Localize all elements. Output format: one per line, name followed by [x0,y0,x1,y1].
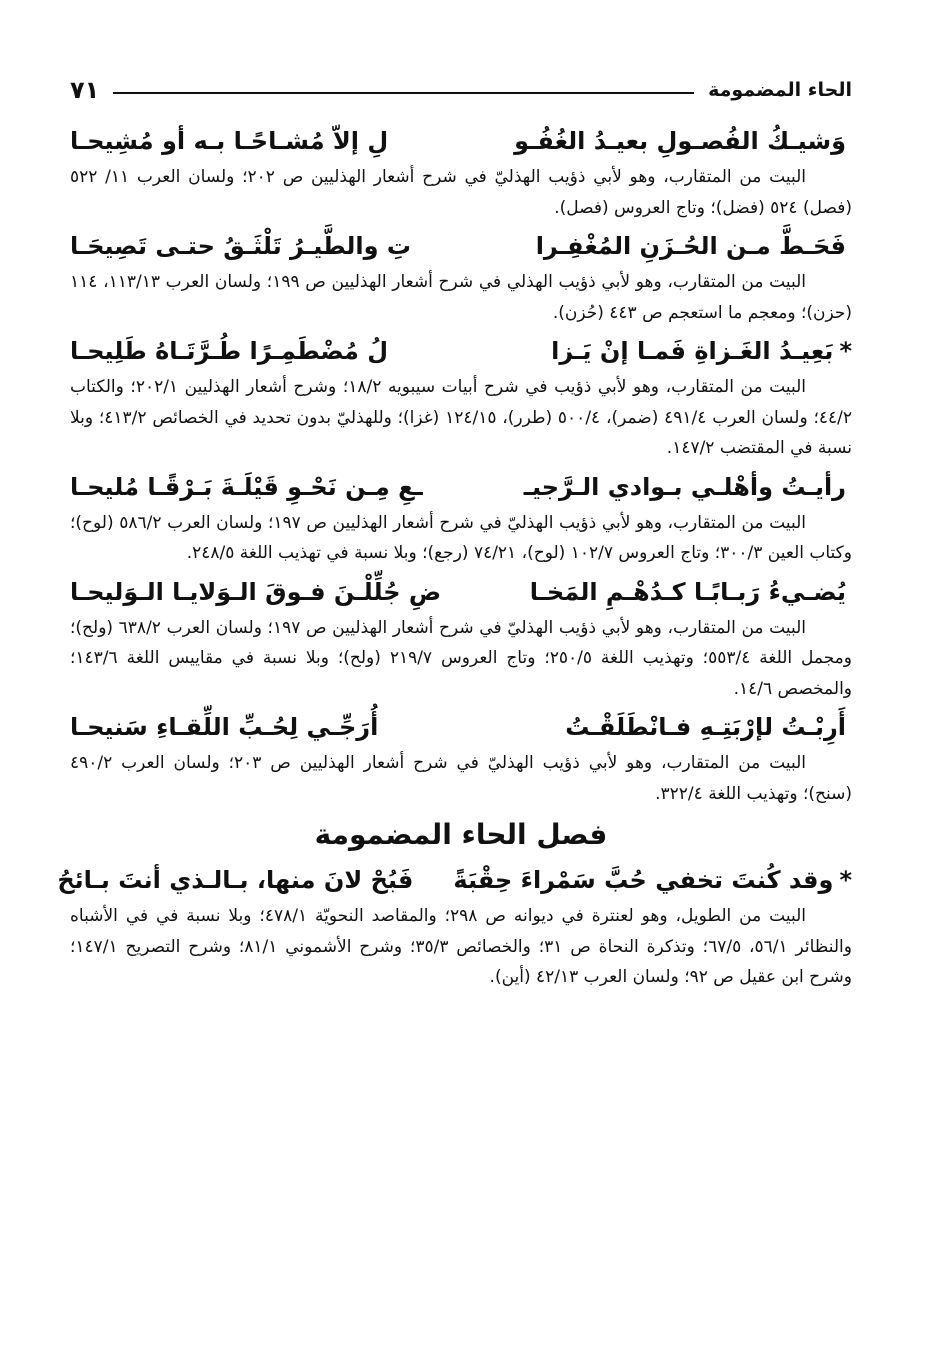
entry-2 [70,229,852,328]
verse-second-hemistich: لُ مُضْطَمِـرًا طُـرَّتَـاهُ طَلِيحـا [70,337,389,365]
verse-first-hemistich [551,334,852,368]
verse-note: البيت من المتقارب، وهو لأبي ذؤيب الهذليّ في شرح أشعار الهذليين ص ١٩٧؛ ولسان العرب ٥٨٦/٢ (لوح)؛ وكتاب العين ٣٠٠/٣؛ وتاج العروس ١٠٢/٧ (لوح)، ٧٤/٢١ (رجع)؛ وبلا نسبة في تهذيب اللغة ٢٤٨/٥. [70,512,852,563]
verse [70,470,852,508]
verse-second-hemistich: فَبُحْ لانَ منها، بـالـذي أنتَ بـائحُ [57,866,414,894]
hemistich-text: أَرِبْـتُ لإرْبَتِـهِ فـانْطَلَقْـتُ [565,713,846,741]
verse-note: البيت من المتقارب، وهو لأبي ذؤيب في شرح أبيات سيبويه ١٨/٢؛ وشرح أشعار الهذليين ٢٠٢/١؛ والكتاب ٤٤/٢؛ ولسان العرب ٤٩١/٤ (ضمر)، ٥٠٠/٤ (طرر)، ١٢٤/١٥ (غزا)؛ وللهذليّ بدون تحديد في الخصائص ٤١٣/٢؛ وبلا نسبة في المقتضب ١٤٧/٢. [70,377,852,458]
verse-first-hemistich [453,863,852,897]
page-number: ٧١ [70,76,100,104]
page-content [57,124,853,999]
hemistich-text: فَحَـطَّ مـن الحُـزَنِ المُغْفِـرا [535,232,846,260]
verse [70,334,852,372]
entry-4 [70,470,852,569]
verse-first-hemistich [536,229,852,263]
verse-first-hemistich [524,470,852,504]
verse-note: البيت من المتقارب، وهو لأبي ذؤيب الهذليّ في شرح أشعار الهذليين ص ٢٠٣؛ ولسان العرب ٤٩٠/٢ (سنح)؛ وتهذيب اللغة ٣٢٢/٤. [70,753,852,804]
hemistich-text: وَشيـكُ الفُصـولِ بعيـدُ الغُفُـو [514,127,846,155]
entry-marker: * [839,866,852,894]
verse-note: البيت من المتقارب، وهو لأبي ذؤيب الهذليّ في شرح أشعار الهذليين ص ١٩٧؛ ولسان العرب ٦٣٨/٢ (ولح)؛ ومجمل اللغة ٥٥٣/٤؛ وتهذيب اللغة ٢٥٠/٥؛ وتاج العروس ٢١٩/٧ (ولح)؛ وبلا نسبة في مقاييس اللغة ١٤٣/٦؛ والمخصص ١٤/٦. [70,617,853,699]
hemistich-text: وقد كُنتَ تخفي حُبَّ سَمْراءَ حِقْبَةً [453,866,834,894]
verse [70,229,852,267]
entry-3 [70,334,852,464]
verse-second-hemistich: ـعِ مِـن نَحْـوِ قَيْلَـةَ بَـرْقًـا مُليحـا [70,472,423,501]
entry-final [57,863,852,993]
verse [70,710,852,748]
verse-note: البيت من المتقارب، وهو لأبي ذؤيب الهذليّ في شرح أشعار الهذليين ص ٢٠٢؛ ولسان العرب ١١/ ٥٢٢ (فصل) ٥٢٤ (فضل)؛ وتاج العروس (فصل). [70,167,852,218]
entry-marker: * [839,337,852,365]
verse-second-hemistich: أُرَجِّـي لِحُـبِّ اللِّقـاءِ سَنيحـا [70,713,379,741]
entry-6 [70,710,852,809]
running-title: الحاء المضمومة [708,79,852,101]
entry-5 [70,575,852,705]
verse [70,575,852,613]
verse-first-hemistich [514,124,852,158]
hemistich-text: رأيـتُ وأهْلـي بـوادي الـرَّجيـ [523,472,846,501]
verse-note: البيت من المتقارب، وهو لأبي ذؤيب الهذلي في شرح أشعار الهذليين ص ١٩٩؛ ولسان العرب ١١٣/١٣، ١١٤ (حزن)؛ ومعجم ما استعجم ص ٤٤٣ (حُزن). [70,272,852,323]
verse-second-hemistich: تِ والطَّيـرُ تَلْثَـقُ حتـى تَصِيحَـا [70,232,411,260]
entry-1 [70,124,852,223]
page-header [70,68,852,112]
verse [70,124,852,162]
verse [57,863,852,901]
page [57,60,853,1340]
hemistich-text: بَعِيـدُ الغَـزاةِ فَمـا إنْ يَـزا [551,337,834,365]
verse-first-hemistich [565,710,852,744]
hemistich-text: يُضـيءُ رَبـابًـا كـدُهْـمِ المَخـا [529,577,846,606]
verse-first-hemistich [530,575,852,609]
header-rule [113,92,694,94]
verse-second-hemistich: لِ إلاّ مُشـاحًـا بـه أو مُشِيحـا [70,127,389,155]
verse-second-hemistich: ضِ جُلِّلْـنَ فـوقَ الـوَلايـا الـوَليحـا [70,577,442,606]
section-heading: فصل الحاء المضمومة [314,818,608,851]
verse-note: البيت من الطويل، وهو لعنترة في ديوانه ص ٢٩٨؛ والمقاصد النحويّة ٤٧٨/١؛ وبلا نسبة في في الأشباه والنظائر ٥٦/١، ٦٧/٥؛ وتذكرة النحاة ص ٣١؛ والخصائص ٣٥/٣؛ وشرح الأشموني ٨١/١؛ وشرح التصريح ١٤٧/١؛ وشرح ابن عقيل ص ٩٢؛ ولسان العرب ٤٢/١٣ (أين). [70,906,852,987]
